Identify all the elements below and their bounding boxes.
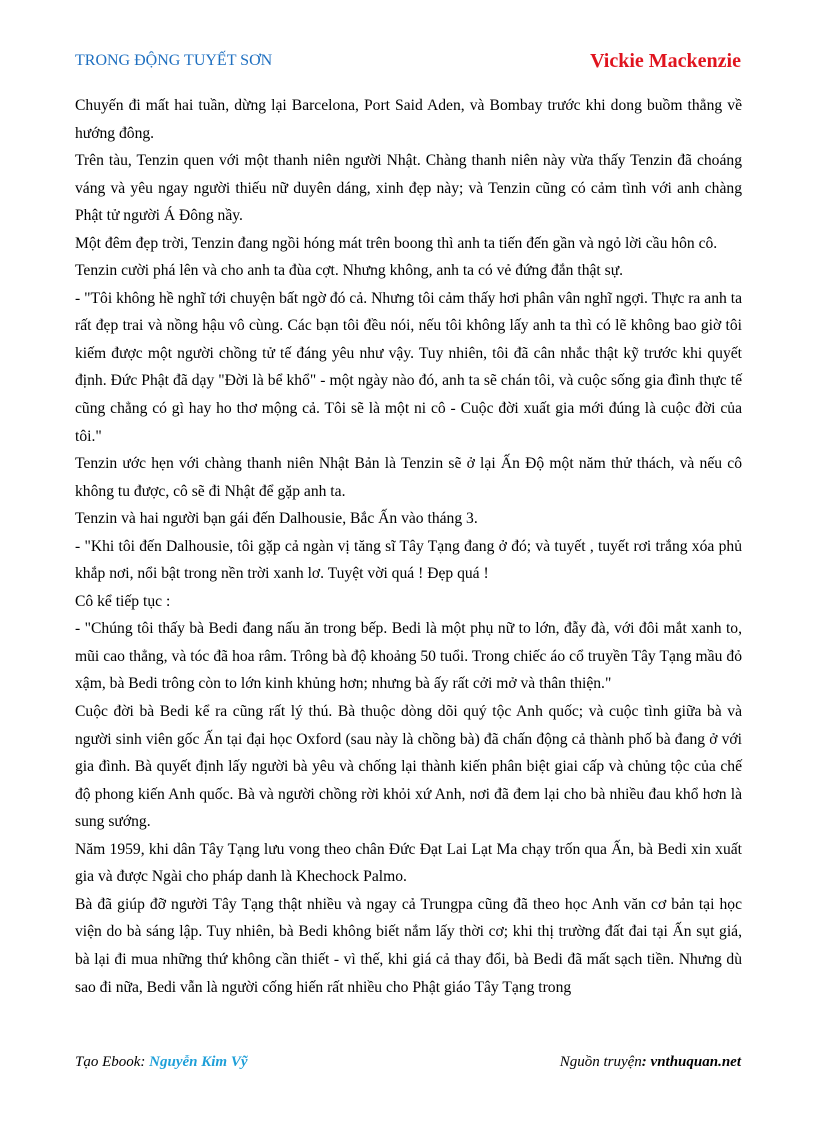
paragraph: Bà đã giúp đỡ người Tây Tạng thật nhiều và ngay cả Trungpa cũng đã theo học Anh văn cơ bản tại học viện do bà sáng lập. Tuy nhiên, bà Bedi không biết nắm lấy thời cơ; khi thị trường đất đai tại Ấn sụt giá, bà lại đi mua những thứ không cần thiết - vì thế, khi giá cả thay đổi, bà Bedi đã mất sạch tiền. Nhưng dù sao đi nữa, Bedi vẫn là người cống hiến rất nhiều cho Phật giáo Tây Tạng trong [75,895,742,996]
ebook-author: Nguyễn Kim Vỹ [149,1054,248,1070]
paragraph: Trên tàu, Tenzin quen với một thanh niên người Nhật. Chàng thanh niên này vừa thấy Tenzin đã choáng váng và yêu ngay người thiếu nữ duyên dáng, xinh đẹp này; và Tenzin cũng có cảm tình với anh chàng Phật tử người Á Đông nầy. [75,152,742,225]
paragraph: Tenzin cười phá lên và cho anh ta đùa cợt. Nhưng không, anh ta có vẻ đứng đắn thật sự. [75,262,624,280]
paragraph: Tenzin ước hẹn với chàng thanh niên Nhật Bản là Tenzin sẽ ở lại Ấn Độ một năm thử thách, và nếu cô không tu được, cô sẽ đi Nhật để gặp anh ta. [75,455,742,500]
paragraph: Năm 1959, khi dân Tây Tạng lưu vong theo chân Đức Đạt Lai Lạt Ma chạy trốn qua Ấn, bà Bedi xin xuất gia và được Ngài cho pháp danh là Khechock Palmo. [75,840,742,886]
ebook-label: Tạo Ebook [75,1054,141,1070]
page-header [75,50,741,74]
paragraph: - "Chúng tôi thấy bà Bedi đang nấu ăn trong bếp. Bedi là một phụ nữ to lớn, đẫy đà, với đôi mắt xanh to, mũi cao thẳng, và tóc đã hoa râm. Trông bà độ khoảng 50 tuổi. Trong chiếc áo cổ truyền Tây Tạng mầu đỏ xậm, bà Bedi trông còn to lớn kinh khủng hơn; nhưng bà ấy rất cởi mở và thân thiện." [75,620,742,693]
source-label: Nguồn truyện [559,1054,642,1070]
source-separator: : [641,1054,651,1070]
author-name: Vickie Mackenzie [590,50,741,72]
paragraph: Một đêm đẹp trời, Tenzin đang ngồi hóng mát trên boong thì anh ta tiến đến gần và ngỏ lời cầu hôn cô. [75,234,718,252]
page-footer [75,1054,741,1076]
paragraph: Cô kể tiếp tục : [75,592,171,610]
book-title: TRONG ĐỘNG TUYẾT SƠN [75,52,273,69]
source-site: vnthuquan.net [650,1054,741,1070]
body-text [75,92,742,1001]
paragraph: Tenzin và hai người bạn gái đến Dalhousie, Bắc Ấn vào tháng 3. [75,510,478,528]
paragraph: Chuyến đi mất hai tuần, dừng lại Barcelona, Port Said Aden, và Bombay trước khi dong buồm thẳng về hướng đông. [75,97,742,142]
paragraph: - "Khi tôi đến Dalhousie, tôi gặp cả ngàn vị tăng sĩ Tây Tạng đang ở đó; và tuyết , tuyết rơi trắng xóa phủ khắp nơi, nổi bật trong nền trời xanh lơ. Tuyệt vời quá ! Đẹp quá ! [75,537,742,583]
source-credit [560,1054,741,1071]
paragraph: Cuộc đời bà Bedi kể ra cũng rất lý thú. Bà thuộc dòng dõi quý tộc Anh quốc; và cuộc tình giữa bà và người sinh viên gốc Ấn tại đại học Oxford (sau này là chồng bà) đã chấn động cả thành phố bà đang ở với gia đình. Bà quyết định lấy người bà yêu và chống lại thành kiến phân biệt giai cấp và chủng tộc của chế độ phong kiến Anh quốc. Bà và người chồng rời khỏi xứ Anh, nơi đã đem lại cho bà nhiều đau khổ hơn là sung sướng. [75,703,742,831]
paragraph: - "Tôi không hề nghĩ tới chuyện bất ngờ đó cả. Nhưng tôi cảm thấy hơi phân vân nghĩ ngợi. Thực ra anh ta rất đẹp trai và nồng hậu vô cùng. Các bạn tôi đều nói, nếu tôi không lấy anh ta thì có lẽ không bao giờ tôi kiếm được một người chồng tử tế đáng yêu như vậy. Tuy nhiên, tôi đã cân nhắc thật kỹ trước khi quyết định. Đức Phật đã dạy "Đời là bể khổ" - một ngày nào đó, anh ta sẽ chán tôi, và cuộc sống gia đình thực tế cũng chẳng có gì hay ho thơ mộng cả. Tôi sẽ là một ni cô - Cuộc đời xuất gia mới đúng là cuộc đời của tôi." [75,289,742,445]
ebook-separator: : [140,1054,150,1070]
ebook-credit [75,1054,248,1071]
